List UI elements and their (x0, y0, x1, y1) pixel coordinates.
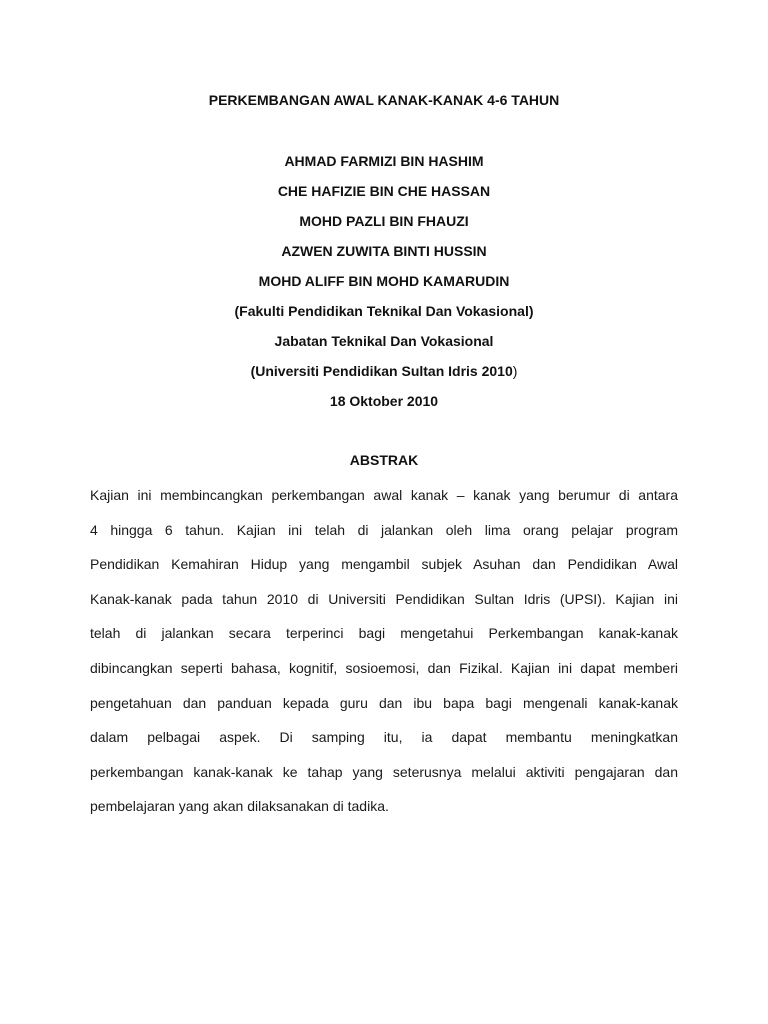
author-name: MOHD ALIFF BIN MOHD KAMARUDIN (258, 273, 510, 289)
author-block (0, 150, 768, 420)
university-line (0, 360, 768, 390)
department: Jabatan Teknikal Dan Vokasional (274, 333, 494, 349)
abstract-line: pembelajaran yang akan dilaksanakan di tadika. (90, 798, 389, 815)
abstract-line: telah di jalankan secara terperinci bagi mengetahui Perkembangan kanak-kanak (90, 625, 678, 642)
university: (Universiti Pendidikan Sultan Idris 2010 (250, 363, 513, 379)
university-close-paren: ) (512, 363, 518, 379)
author-name: AZWEN ZUWITA BINTI HUSSIN (281, 243, 487, 259)
author-name: AHMAD FARMIZI BIN HASHIM (284, 153, 484, 169)
abstract-line: dibincangkan seperti bahasa, kognitif, sosioemosi, dan Fizikal. Kajian ini dapat memberi (90, 659, 678, 676)
abstract-line: perkembangan kanak-kanak ke tahap yang seterusnya melalui aktiviti pengajaran dan (90, 763, 678, 780)
abstract-line: dalam pelbagai aspek. Di samping itu, ia dapat membantu meningkatkan (90, 729, 678, 746)
date: 18 Oktober 2010 (329, 393, 439, 409)
abstract-line: pengetahuan dan panduan kepada guru dan ibu bapa bagi mengenali kanak-kanak (90, 694, 678, 711)
paper-title: PERKEMBANGAN AWAL KANAK-KANAK 4-6 TAHUN (208, 92, 560, 108)
author-name: CHE HAFIZIE BIN CHE HASSAN (277, 183, 491, 199)
abstract-line: Kajian ini membincangkan perkembangan awal kanak – kanak yang berumur di antara (90, 487, 678, 503)
abstract-heading: ABSTRAK (349, 452, 419, 468)
abstract-line: Kanak-kanak pada tahun 2010 di Universiti Pendidikan Sultan Idris (UPSI). Kajian ini (90, 590, 678, 607)
faculty: (Fakulti Pendidikan Teknikal Dan Vokasional) (234, 303, 534, 319)
author-name: MOHD PAZLI BIN FHAUZI (299, 213, 469, 229)
abstract-line: Pendidikan Kemahiran Hidup yang mengambil subjek Asuhan dan Pendidikan Awal (90, 556, 678, 573)
abstract-line: 4 hingga 6 tahun. Kajian ini telah di jalankan oleh lima orang pelajar program (90, 521, 678, 538)
abstract-body (90, 478, 678, 824)
